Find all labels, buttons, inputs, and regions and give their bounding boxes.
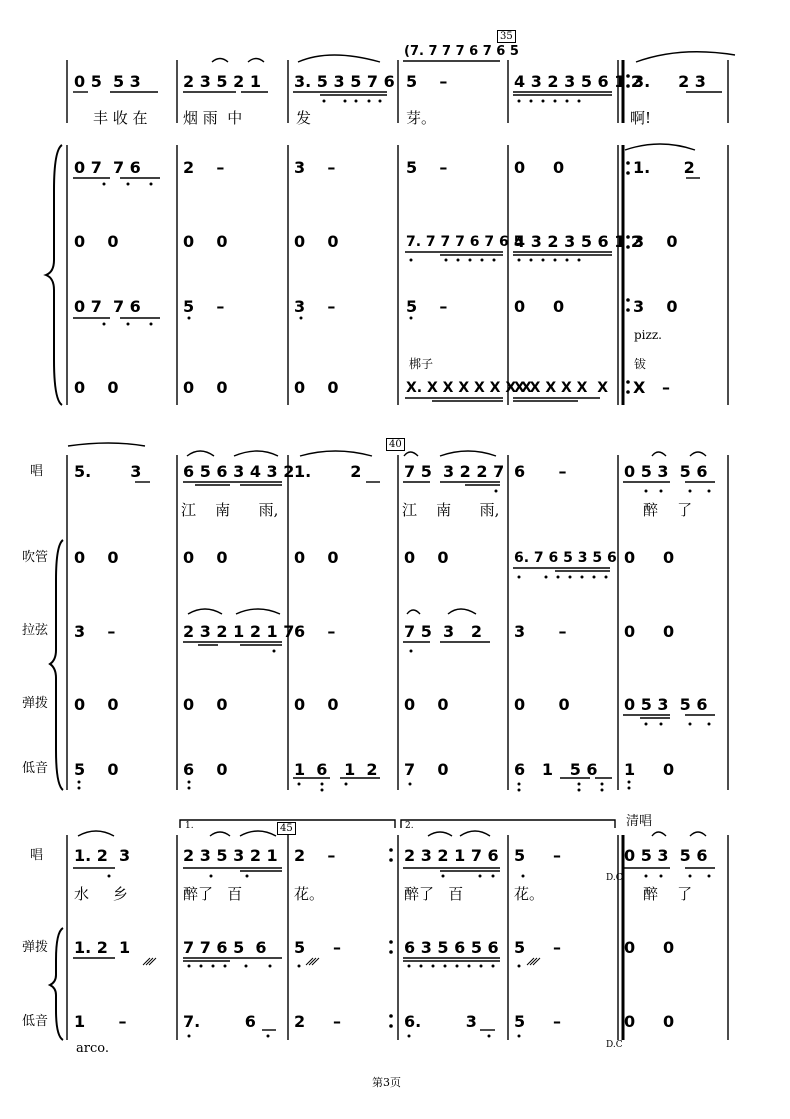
- s1-plucked-m1: 0 7 7 6: [74, 297, 141, 316]
- s1-voice-m5: 4 3 2 3 5 6 1 2: [514, 72, 643, 91]
- s2-bass-m4: 7 0: [404, 760, 449, 779]
- s3-bass-m3: 2 –: [294, 1012, 341, 1031]
- s2-voice-m5: 6 –: [514, 462, 567, 481]
- s2-plucked-m6: 0 5 3 5 6: [624, 695, 708, 714]
- s3-plucked-m5: 5 –: [514, 938, 561, 957]
- s2-strings-m5: 3 –: [514, 622, 567, 641]
- s1-strings-m2: 0 0: [183, 232, 228, 251]
- s2-winds-m6: 0 0: [624, 548, 675, 567]
- s2-voice-m6: 0 5 3 5 6: [624, 462, 708, 481]
- s1-plucked-m3: 3 –: [294, 297, 336, 316]
- s2-bass-m2: 6 0: [183, 760, 228, 779]
- s3-bass-m6: 0 0: [624, 1012, 675, 1031]
- s2-strings-m2: 2 3 2 1 2 1 7: [183, 622, 295, 641]
- s2-lyric-1: 江 南 雨,: [181, 501, 279, 519]
- s3-lyric-5: 花。: [514, 885, 545, 903]
- s2-voice-m3: 1. 2: [294, 462, 362, 481]
- rehearsal-mark-40: 40: [386, 438, 405, 451]
- s2-bass-m1: 5 0: [74, 760, 119, 779]
- s1-voice-m1: 0 5 5 3: [74, 72, 141, 91]
- label-plucked-s3: 弹拨: [22, 940, 49, 955]
- s3-lyric-3: 花。: [294, 885, 325, 903]
- s3-voice-m3: 2 –: [294, 846, 336, 865]
- s2-plucked-m1: 0 0: [74, 695, 119, 714]
- s1-strings-m5: 4 3 2 3 5 6 1 2: [514, 232, 643, 251]
- s2-voice-m2: 6 5 6 3 4 3 2: [183, 462, 295, 481]
- s2-winds-m4: 0 0: [404, 548, 449, 567]
- volta-2: 2.: [405, 821, 414, 831]
- s1-winds-m6: 1. 2: [633, 158, 695, 177]
- rehearsal-mark-35: 35: [497, 30, 516, 43]
- s2-plucked-m4: 0 0: [404, 695, 449, 714]
- s3-plucked-m3: 5 –: [294, 938, 341, 957]
- s1-bass-m3: 0 0: [294, 378, 339, 397]
- s1-plucked-m2: 5 –: [183, 297, 225, 316]
- s1-lyric-2: 烟 雨 中: [183, 109, 243, 127]
- s3-bass-m4: 6. 3: [404, 1012, 477, 1031]
- s1-bass-m1: 0 0: [74, 378, 119, 397]
- s1-strings-m3: 0 0: [294, 232, 339, 251]
- s2-strings-m3: 6 –: [294, 622, 336, 641]
- label-bass: 低音: [22, 761, 49, 776]
- annotation-bangzi: 梆子: [409, 357, 434, 371]
- s3-lyric-1: 水 乡: [74, 885, 128, 903]
- s1-strings-m1: 0 0: [74, 232, 119, 251]
- s3-voice-m2: 2 3 5 3 2 1: [183, 846, 278, 865]
- s2-winds-m1: 0 0: [74, 548, 119, 567]
- s2-winds-m2: 0 0: [183, 548, 228, 567]
- annotation-arco: arco.: [76, 1041, 109, 1056]
- s1-bass-m4: X. X X X X X X X: [406, 380, 532, 396]
- s1-strings-m6: 3 0: [633, 232, 678, 251]
- s3-bass-m1: 1 –: [74, 1012, 127, 1031]
- s3-bass-m5: 5 –: [514, 1012, 561, 1031]
- s1-voice-m6: 3. 2 3: [633, 72, 706, 91]
- s2-plucked-m5: 0 0: [514, 695, 570, 714]
- annotation-bo: 钹: [634, 357, 647, 371]
- s3-plucked-m1: 1. 2 1: [74, 938, 131, 957]
- s1-winds-m2: 2 –: [183, 158, 225, 177]
- s2-plucked-m3: 0 0: [294, 695, 339, 714]
- label-voice: 唱: [30, 464, 44, 479]
- s1-strings-m4: 7. 7 7 7 6 7 6 5: [406, 234, 524, 250]
- s2-voice-m1: 5. 3: [74, 462, 142, 481]
- s2-winds-m5: 6. 7 6 5 3 5 6: [514, 550, 617, 566]
- s3-voice-m4: 2 3 2 1 7 6: [404, 846, 499, 865]
- annotation-dc-voice: D.C: [606, 873, 623, 883]
- s1-winds-m4: 5 –: [406, 158, 448, 177]
- s2-strings-m1: 3 –: [74, 622, 116, 641]
- label-winds: 吹管: [22, 550, 49, 565]
- annotation-dc-bass: D.C: [606, 1040, 623, 1050]
- s1-plucked-m4: 5 –: [406, 297, 448, 316]
- s2-strings-m4: 7 5 3 2: [404, 622, 482, 641]
- s1-voice-m4: 5 –: [406, 72, 448, 91]
- s1-lyric-1: 丰 收 在: [93, 109, 148, 127]
- annotation-pizz: pizz.: [634, 328, 662, 342]
- s2-voice-m4: 7 5 3 2 2 7: [404, 462, 505, 481]
- s3-plucked-m2: 7 7 6 5 6: [183, 938, 267, 957]
- annotation-qingchang: 清唱: [626, 814, 653, 829]
- s1-lyric-5: 啊!: [630, 109, 652, 127]
- rehearsal-mark-45: 45: [277, 822, 296, 835]
- s3-plucked-m4: 6 3 5 6 5 6: [404, 938, 499, 957]
- s3-lyric-4: 醉了 百: [404, 885, 464, 903]
- s1-plucked-m5: 0 0: [514, 297, 565, 316]
- s1-winds-m1: 0 7 7 6: [74, 158, 141, 177]
- s2-bass-m6: 1 0: [624, 760, 675, 779]
- s2-lyric-3: 醉 了: [643, 501, 693, 519]
- s2-plucked-m2: 0 0: [183, 695, 228, 714]
- s1-lyric-4: 芽。: [406, 109, 437, 127]
- s1-bass-m2: 0 0: [183, 378, 228, 397]
- s3-plucked-m6: 0 0: [624, 938, 675, 957]
- s1-winds-m3: 3 –: [294, 158, 336, 177]
- s1-voice-m3: 3. 5 3 5 7 6: [294, 72, 395, 91]
- s2-strings-m6: 0 0: [624, 622, 675, 641]
- s1-winds-m5: 0 0: [514, 158, 565, 177]
- label-plucked: 弹拨: [22, 696, 49, 711]
- s3-voice-m5: 5 –: [514, 846, 561, 865]
- s1-voice-m2: 2 3 5 2 1: [183, 72, 261, 91]
- label-bass-s3: 低音: [22, 1014, 49, 1029]
- s2-lyric-2: 江 南 雨,: [402, 501, 500, 519]
- s3-bass-m2: 7. 6: [183, 1012, 256, 1031]
- s2-bass-m3: 1 6 1 2: [294, 760, 378, 779]
- s2-bass-m5: 6 1 5 6: [514, 760, 598, 779]
- s1-lyric-3: 发: [296, 109, 312, 127]
- s1-bass-m5: X X X X X X: [514, 380, 609, 396]
- label-strings: 拉弦: [22, 623, 49, 638]
- s3-lyric-2: 醉了 百: [183, 885, 243, 903]
- voice-cue: (7. 7 7 7 6 7 6 5: [404, 44, 519, 59]
- s3-voice-m1: 1. 2 3: [74, 846, 131, 865]
- volta-1: 1.: [185, 821, 194, 831]
- page-number: 第3页: [372, 1076, 401, 1089]
- label-voice-s3: 唱: [30, 848, 44, 863]
- s3-lyric-6: 醉 了: [643, 885, 693, 903]
- s1-bass-m6: X –: [633, 378, 671, 397]
- s1-plucked-m6: 3 0: [633, 297, 678, 316]
- s2-winds-m3: 0 0: [294, 548, 339, 567]
- s3-voice-m6: 0 5 3 5 6: [624, 846, 708, 865]
